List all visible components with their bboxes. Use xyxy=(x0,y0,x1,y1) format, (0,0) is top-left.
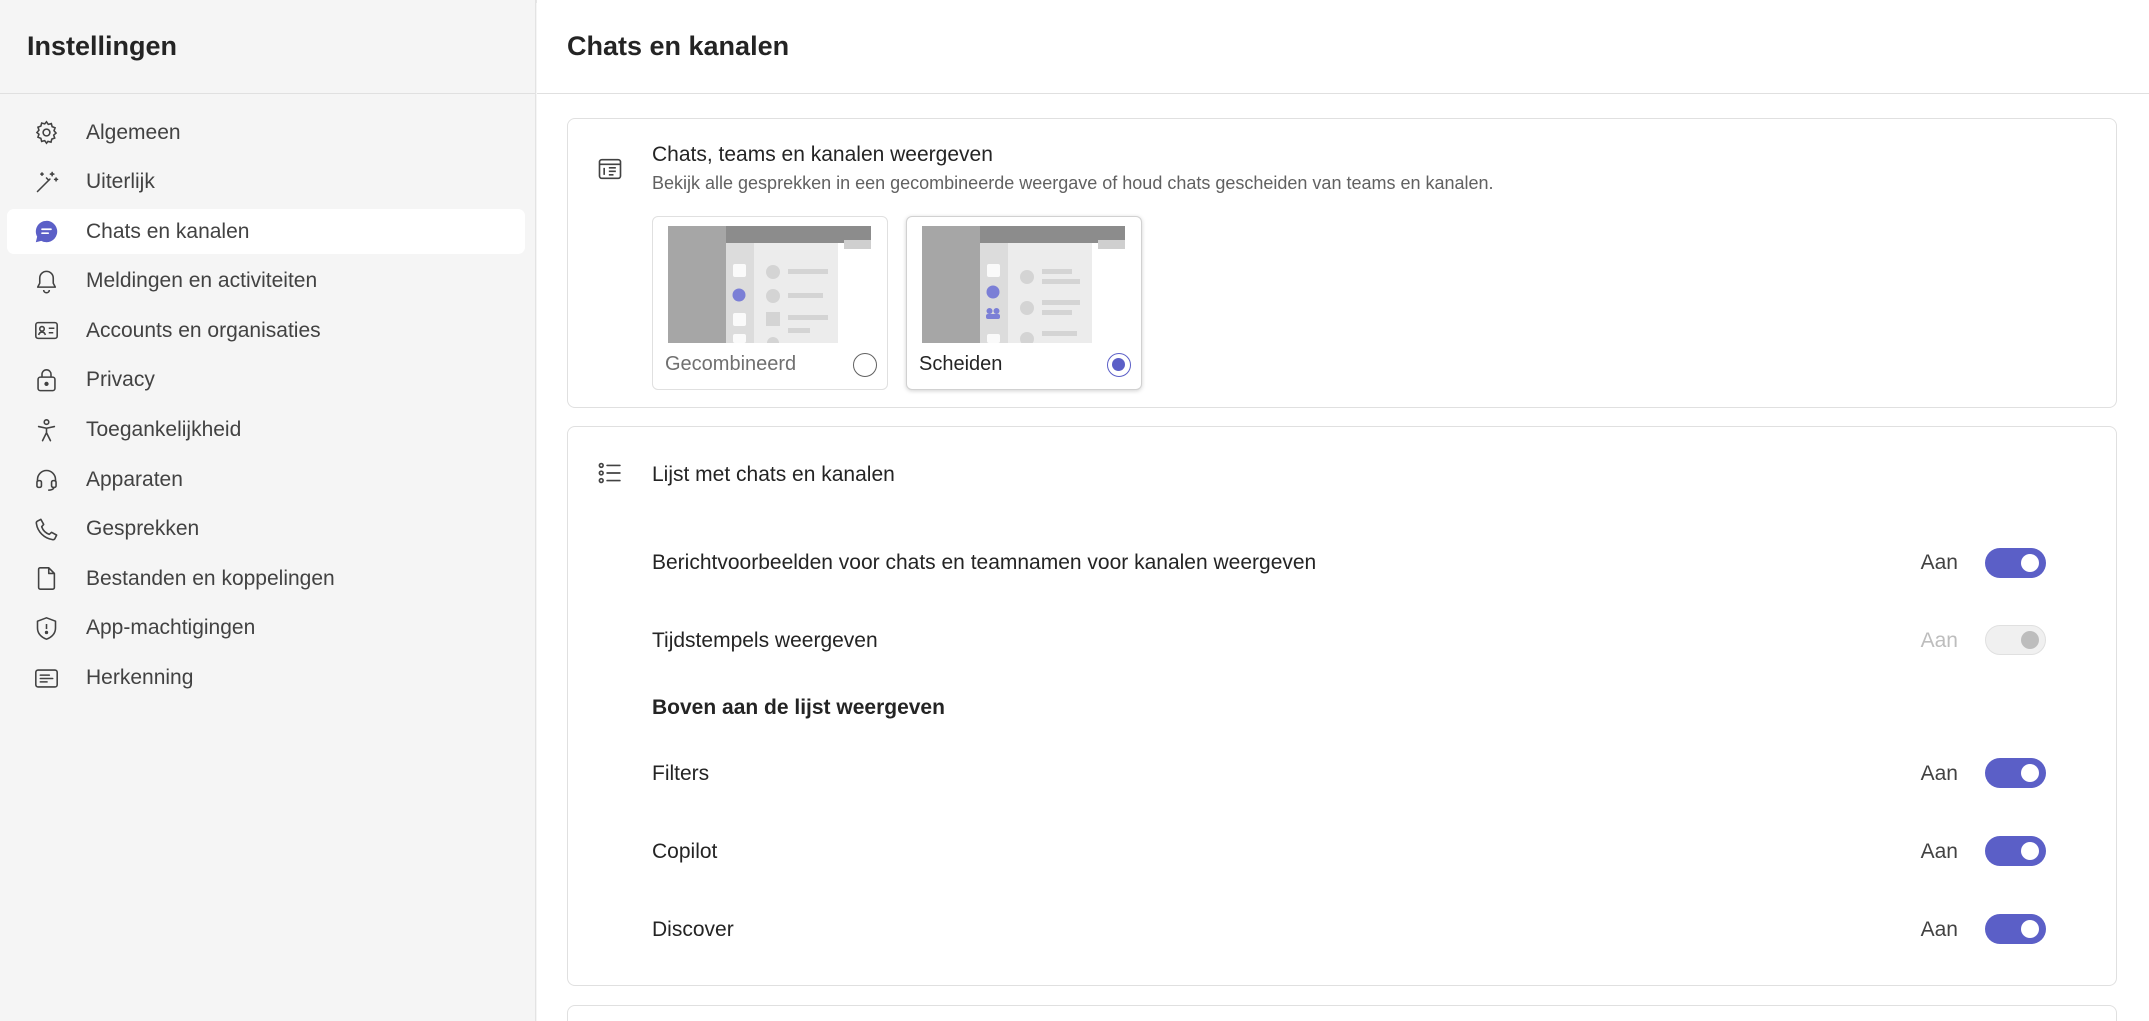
sidebar-item-apparaten[interactable] xyxy=(7,457,525,502)
lock-icon xyxy=(32,366,60,394)
chat-list-card xyxy=(567,426,2117,986)
option-gecombineerd[interactable] xyxy=(652,216,888,390)
chat-list-title: Lijst met chats en kanalen xyxy=(652,463,895,486)
toggle-timestamps xyxy=(1985,625,2046,655)
sidebar-item-app-machtigingen[interactable] xyxy=(7,606,525,651)
gear-icon xyxy=(32,119,60,147)
toggle-filters[interactable] xyxy=(1985,758,2046,788)
magic-wand-icon xyxy=(32,168,60,196)
text-recognition-icon xyxy=(32,664,60,692)
sidebar-item-label: Algemeen xyxy=(86,120,181,144)
radio-gecombineerd[interactable] xyxy=(853,353,877,377)
radio-scheiden[interactable] xyxy=(1107,353,1131,377)
setting-label-filters: Filters xyxy=(652,762,710,785)
sidebar-item-label: Privacy xyxy=(86,368,155,392)
content-header xyxy=(537,0,2149,94)
option-label: Scheiden xyxy=(919,353,1003,375)
setting-label-message-previews: Berichtvoorbeelden voor chats en teamnamen voor kanalen weergeven xyxy=(652,551,1317,574)
sidebar-item-label: Uiterlijk xyxy=(86,170,155,194)
display-mode-description: Bekijk alle gesprekken in een gecombineerde weergave of houd chats gescheiden van teams en kanalen. xyxy=(652,173,1494,193)
toggle-message-previews[interactable] xyxy=(1985,548,2046,578)
option-scheiden[interactable] xyxy=(906,216,1142,390)
bulleted-list-icon xyxy=(596,459,624,487)
document-icon xyxy=(32,565,60,593)
sidebar-header xyxy=(0,0,535,94)
chat-icon xyxy=(32,218,60,246)
state-label-discover: Aan xyxy=(1920,918,1958,941)
sidebar-item-toegankelijkheid[interactable] xyxy=(7,408,525,453)
sidebar-item-gesprekken[interactable] xyxy=(7,507,525,552)
sidebar-title: Instellingen xyxy=(27,31,178,61)
option-label: Gecombineerd xyxy=(665,353,797,375)
sidebar-item-herkenning[interactable] xyxy=(7,656,525,701)
settings-nav xyxy=(0,94,535,701)
sidebar-item-privacy[interactable] xyxy=(7,358,525,403)
sidebar-item-label: Herkenning xyxy=(86,666,194,690)
setting-label-copilot: Copilot xyxy=(652,840,718,863)
sidebar-item-label: Apparaten xyxy=(86,467,183,491)
toggle-copilot[interactable] xyxy=(1985,836,2046,866)
state-label-timestamps: Aan xyxy=(1920,629,1958,652)
display-mode-title: Chats, teams en kanalen weergeven xyxy=(652,143,993,166)
combined-preview-thumbnail xyxy=(668,226,871,343)
top-of-list-heading: Boven aan de lijst weergeven xyxy=(652,696,945,719)
state-label-copilot: Aan xyxy=(1920,840,1958,863)
shield-icon xyxy=(32,614,60,642)
sidebar-item-meldingen[interactable] xyxy=(7,259,525,304)
toggle-discover[interactable] xyxy=(1985,914,2046,944)
contact-card-icon xyxy=(32,317,60,345)
next-settings-card xyxy=(567,1005,2117,1021)
sidebar-item-label: App-machtigingen xyxy=(86,616,256,640)
sidebar-item-label: Accounts en organisaties xyxy=(86,318,321,342)
sidebar-item-label: Chats en kanalen xyxy=(86,219,250,243)
sidebar-item-chats-en-kanalen[interactable] xyxy=(7,209,525,254)
accessibility-icon xyxy=(32,416,60,444)
sidebar-item-label: Toegankelijkheid xyxy=(86,418,242,442)
phone-icon xyxy=(32,515,60,543)
display-mode-card xyxy=(567,118,2117,408)
state-label-filters: Aan xyxy=(1920,762,1958,785)
sidebar-item-accounts[interactable] xyxy=(7,308,525,353)
bell-icon xyxy=(32,267,60,295)
state-label-message-previews: Aan xyxy=(1920,551,1958,574)
sidebar-item-algemeen[interactable] xyxy=(7,110,525,155)
sidebar-item-label: Meldingen en activiteiten xyxy=(86,269,318,293)
sidebar-item-label: Bestanden en koppelingen xyxy=(86,566,335,590)
setting-label-discover: Discover xyxy=(652,918,734,941)
setting-label-timestamps: Tijdstempels weergeven xyxy=(652,629,878,652)
sidebar-item-label: Gesprekken xyxy=(86,517,200,541)
layout-icon xyxy=(596,155,624,183)
sidebar-item-bestanden[interactable] xyxy=(7,556,525,601)
sidebar-item-uiterlijk[interactable] xyxy=(7,160,525,205)
headset-icon xyxy=(32,466,60,494)
page-title: Chats en kanalen xyxy=(567,31,790,61)
separate-preview-thumbnail xyxy=(922,226,1125,343)
settings-sidebar xyxy=(0,0,536,1021)
settings-content xyxy=(537,0,2149,1021)
